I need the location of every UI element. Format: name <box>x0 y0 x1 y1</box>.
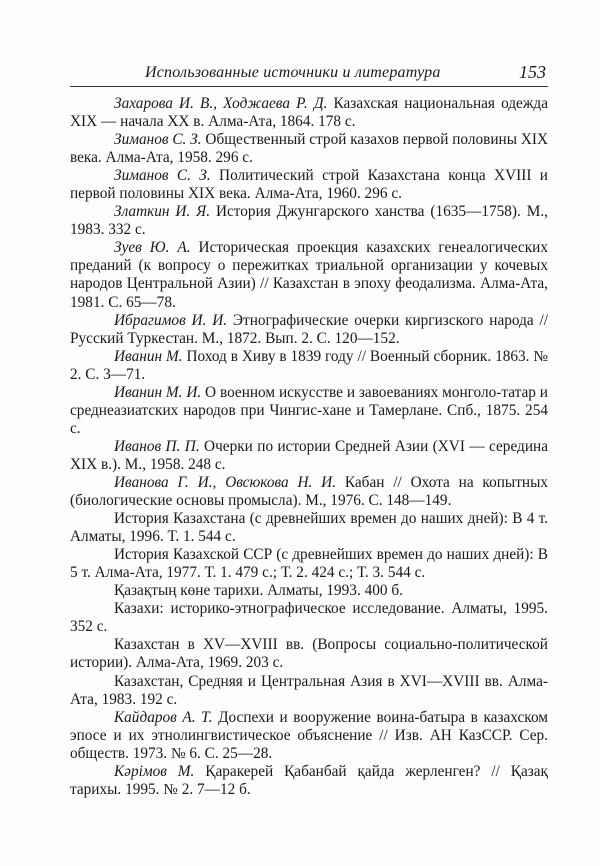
bibliography-entry <box>70 600 548 636</box>
page-number: 153 <box>519 62 546 82</box>
bibliography-entry <box>70 348 548 384</box>
bibliography-entry <box>70 131 548 167</box>
entry-author: Захарова И. В., Ходжаева Р. Д. <box>114 95 328 112</box>
entry-text: Кабан // Охота на копытных (биологические основы промысла). М., 1976. С. 148—149. <box>70 473 548 510</box>
bibliography-entry <box>70 763 548 799</box>
entry-author: Иванин М. И. <box>114 383 202 401</box>
entry-text: Этнографические очерки киргизского народа // Русский Туркестан. М., 1872. Вып. 2. С. 120—152. <box>70 311 548 347</box>
entry-author: Иванов П. П. <box>114 437 200 455</box>
entry-author: Зиманов С. З. <box>114 131 202 149</box>
entry-text: Қазақтың көне тарихи. Алматы, 1993. 400 б. <box>114 582 403 600</box>
entry-text: История Казахской ССР (с древнейших времен до наших дней): В 5 т. Алма-Ата, 1977. Т. 1. 479 с.; Т. 2. 424 с.; Т. 3. 544 с. <box>70 546 548 582</box>
entry-author: Зуев Ю. А. <box>114 239 191 257</box>
entry-text: Доспехи и вооружение воина-батыра в казахском эпосе и их этнолингвистическое объяснение // Изв. АН КазССР. Сер. обществ. 1973. № 6. С. 25—28. <box>70 708 548 762</box>
entry-text: Историческая проекция казахских генеалогических преданий (к вопросу о пережитках триальной организации у кочевых народов Центральной Азии) // Казахстан в эпоху феодализма. Алма-Ата, 1981. С. 65—78. <box>70 239 548 311</box>
entry-text: Казахстан, Средняя и Центральная Азия в XVI—XVIII вв. Алма-Ата, 1983. 192 с. <box>70 672 548 708</box>
bibliography-entry <box>70 546 548 582</box>
entry-text: Казахская национальная одежда XIX — начала XX в. Алма-Ата, 1864. 178 с. <box>70 95 548 131</box>
entry-author: Кәрімов М. <box>114 762 195 780</box>
bibliography-entry <box>70 636 548 672</box>
bibliography-entry <box>70 474 548 510</box>
bibliography-entry <box>70 673 548 709</box>
entry-text: Очерки по истории Средней Азии (XVI — середина XIX в.). М., 1958. 248 с. <box>70 437 548 473</box>
bibliography-entry <box>70 384 548 438</box>
bibliography-entry <box>70 709 548 763</box>
bibliography-entry <box>70 312 548 348</box>
entry-text: Казахстан в XV—XVIII вв. (Вопросы социально-политической истории). Алма-Ата, 1969. 203 с. <box>70 636 548 672</box>
entry-text: Общественный строй казахов первой половины XIX века. Алма-Ата, 1958. 296 с. <box>70 131 549 167</box>
running-header <box>70 62 548 87</box>
entry-text: Қаракерей Қабанбай қайда жерленген? // Қазақ тарихы. 1995. № 2. 7—12 б. <box>70 762 548 798</box>
bibliography-list <box>70 95 548 799</box>
entry-text: О военном искусстве и завоеваниях монголо-татар и среднеазиатских народов при Чингис-хане и Тамерлане. Спб., 1875. 254 с. <box>70 383 548 437</box>
entry-author: Ибрагимов И. И. <box>114 311 228 329</box>
entry-text: История Казахстана (с древнейших времен до наших дней): В 4 т. Алматы, 1996. Т. 1. 544 с. <box>70 510 548 546</box>
bibliography-entry <box>70 438 548 474</box>
running-title: Использованные источники и литература <box>145 64 441 81</box>
bibliography-entry <box>70 95 548 131</box>
entry-author: Златкин И. Я. <box>114 203 211 221</box>
entry-text: История Джунгарского ханства (1635—1758). М., 1983. 332 с. <box>70 203 548 239</box>
bibliography-entry <box>70 167 548 203</box>
entry-text: Поход в Хиву в 1839 году // Военный сборник. 1863. № 2. С. 3—71. <box>70 347 549 383</box>
entry-author: Кайдаров А. Т. <box>114 708 213 726</box>
bibliography-entry <box>70 203 548 239</box>
entry-author: Иванова Г. И., Овсюкова Н. И. <box>114 473 337 491</box>
bibliography-entry <box>70 239 548 311</box>
entry-text: Казахи: историко-этнографическое исследование. Алматы, 1995. 352 с. <box>70 600 548 636</box>
entry-author: Иванин М. <box>114 347 183 365</box>
entry-text: Политический строй Казахстана конца XVIII и первой половины XIX века. Алма-Ата, 1960. 296 с. <box>70 167 548 203</box>
entry-author: Зиманов С. З. <box>114 167 211 185</box>
bibliography-entry <box>70 582 548 600</box>
bibliography-entry <box>70 510 548 546</box>
